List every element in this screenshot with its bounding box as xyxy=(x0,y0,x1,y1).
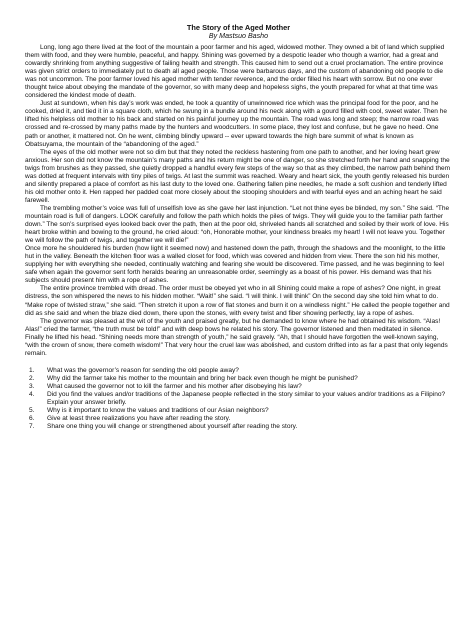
story-body xyxy=(25,44,452,358)
story-paragraph: Just at sundown, when his day’s work was ended, he took a quantity of unwinnowed rice which was the principal food for the poor, and he cooked, dried it, and tied it in a square cloth, which he swung in a bundle around his neck along with a gourd filled with cool, sweet water. Then he lifted his helpless old mother to his back and started on his painful journey up the mountain. The road was long and steep; the narrow road was crossed and re-crossed by many paths made by the hunters and woodcutters. In some place, they lost and confuse, but he gave no heed. One path or another, it mattered not. On he went, climbing blindly upward -- ever upward towards the high bare summit of what is known as Obatsuyama, the mountain of the “abandoning of the aged.” xyxy=(25,100,448,148)
story-paragraph: The trembling mother’s voice was full of unselfish love as she gave her last injunction. “Let not thine eyes be blinded, my son.” She said. “The mountain road is full of dangers. LOOK carefully and follow the path which holds the piles of twigs. They will guide you to the familiar path farther down.” The son’s surprised eyes looked back over the path, then at the poor old, shriveled hands all scratched and soiled by their work of love. His heart broke within and bowing to the ground, he cried aloud: “oh, Honorable mother, your kindness breaks my heart! I will not leave you. Together we will follow the path of twigs, and together we will die!” xyxy=(25,204,450,245)
document-title: The Story of the Aged Mother xyxy=(186,23,291,32)
question-number: 7. xyxy=(29,423,35,431)
story-paragraph: Long, long ago there lived at the foot of the mountain a poor farmer and his aged, widowed mother. They owned a bit of land which supplied them with food, and they were humble, peaceful, and happy. Shining was governed by a despotic leader who though a warrior, had a great and cowardly shrinking from anything suggestive of failing health and strength. This caused him to send out a cruel proclamation. The entire province was given strict orders to immediately put to death all aged people. Those were barbarous days, and the custom of abandoning old people to die was not uncommon. The poor farmer loved his aged mother with tender reverence, and the order filled his heart with sorrow. But no one ever thought twice about obeying the mandate of the governor, so with many deep and hopeless sighs, the youth prepared for what at that time was considered the kindest mode of death. xyxy=(25,44,445,100)
question-item xyxy=(25,423,452,431)
story-paragraph: The governor was pleased at the wit of the youth and praised greatly, but he demanded to know where he had obtained his wisdom. “Alas! Alas!” cried the farmer, “the truth must be told!” and with deep bows he related his story. The governor listened and then meditated in silence. Finally he lifted his head. “Shining needs more than strength of youth,” he said gravely. “Ah, that I should have forgotten the well-known saying, “with the crown of snow, there cometh wisdom!” That very hour the cruel law was abolished, and custom drifted into as far a past that only legends remain. xyxy=(25,317,448,357)
question-item xyxy=(25,391,452,407)
document-author: By Mastsuo Basho xyxy=(208,32,269,40)
question-number: 1. xyxy=(29,366,35,374)
question-number: 2. xyxy=(29,374,35,382)
story-paragraph: The eyes of the old mother were not so dim but that they noted the reckless hastening from one path to another, and her loving heart grew anxious. Her son did not know the mountain’s many paths and his return might be one of danger, so she stretched forth her hand and snapping the twigs from brushes as they passed, she quietly dropped a handful every few steps of the way so that as they climbed, the narrow path behind them was dotted at frequent intervals with tiny piles of twigs. At last the summit was reached. Weary and heart sick, the youth gently released his burden and silently prepared a place of comfort as his last duty to the loved one. Gathering fallen pine needles, he made a soft cushion and tenderly lifted his old mother onto it. Hen rapped her padded coat more closely about the stooping shoulders and with tearful eyes and an aching heart he said farewell. xyxy=(25,148,451,204)
question-number: 4. xyxy=(29,390,35,398)
question-text: What was the governor’s reason for sending the old people away? xyxy=(47,366,239,374)
question-text: What caused the governor not to kill the farmer and his mother after disobeying his law? xyxy=(47,382,302,390)
question-text: Did you find the values and/or traditions of the Japanese people reflected in the story similar to your values and/or traditions as a Filipino? Explain your answer briefly. xyxy=(47,390,446,407)
question-text: Why did the farmer take his mother to the mountain and bring her back even though he might be punished? xyxy=(47,374,358,382)
question-item xyxy=(25,407,452,415)
question-number: 3. xyxy=(29,382,35,390)
question-number: 6. xyxy=(29,415,35,423)
question-item xyxy=(25,367,452,375)
question-item xyxy=(25,415,452,423)
question-text: Give at least three realizations you have after reading the story. xyxy=(47,415,231,423)
story-paragraph: Once more he shouldered his burden (how light it seemed now) and hastened down the path, through the shadows and the moonlight, to the little hut in the valley. Beneath the kitchen floor was a walled closet for food, which was covered and hidden from view. There the son hid his mother, supplying her with everything she needed, continually watching and fearing she would be discovered. Time passed, and he was beginning to feel safe when again the governor sent forth heralds bearing an unreasonable order, seemingly as a boast of his power. His demand was that his subjects should present him with a rope of ashes. xyxy=(25,245,446,285)
question-text: Share one thing you will change or strengthened about yourself after reading the story. xyxy=(47,423,298,431)
question-item xyxy=(25,383,452,391)
story-paragraph: The entire province trembled with dread. The order must be obeyed yet who in all Shining could make a rope of ashes? One night, in great distress, the son whispered the news to his hidden mother. “Wait!” she said. “I will think. I will think” On the second day she told him what to do. “Make rope of twisted straw,” she said. “Then stretch it upon a row of flat stones and burn it on a windless night.” He called the people together and did as she said and when the blaze died down, there upon the stones, with every twist and fiber showing perfectly, lay a rope of ashes. xyxy=(25,285,450,317)
question-number: 5. xyxy=(29,407,35,415)
question-item xyxy=(25,375,452,383)
question-list xyxy=(25,367,452,431)
question-text: Why is it important to know the values and traditions of our Asian neighbors? xyxy=(47,407,269,415)
